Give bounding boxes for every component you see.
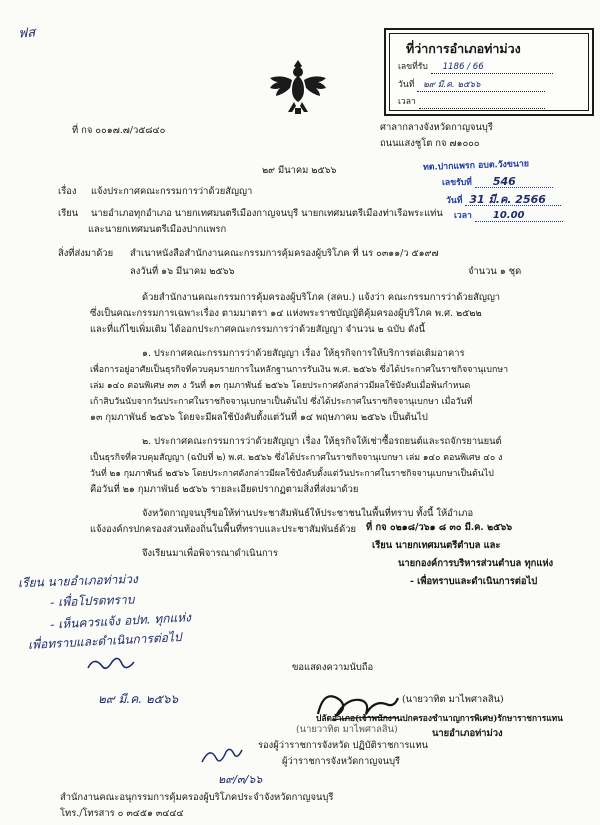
body-line: เพื่อการอยู่อาศัยเป็นธุรกิจที่ควบคุมรายการในหลักฐานการรับเงิน พ.ศ. ๒๕๖๖ ซึ่งได้ประกาศในราชกิจจานุเบกษา [90, 365, 509, 375]
tambon-stamp-date: 31 มี.ค. 2566 [465, 194, 561, 206]
footer-office: สำนักงานคณะอนุกรรมการคุ้มครองผู้บริโภคประจำจังหวัดกาญจนบุรี [60, 792, 334, 803]
signer-title2: ผู้ว่าราชการจังหวัดกาญจนบุรี [282, 756, 401, 767]
receive-stamp-date-label: วันที่ [398, 80, 415, 90]
body-line: ๑๓ กุมภาพันธ์ ๒๕๖๖ โดยจะมีผลใช้บังคับตั้งแต่วันที่ ๑๔ พฤษภาคม ๒๕๖๖ เป็นต้นไป [90, 412, 428, 423]
body-line: เป็นธุรกิจที่ควบคุมสัญญา (ฉบับที่ ๒) พ.ศ. ๒๕๖๖ ซึ่งได้ประกาศในราชกิจจานุเบกษา เล่ม ๑๔๐ ตอนพิเศษ ๔๐ ง [90, 453, 503, 463]
body-line: และที่แก้ไขเพิ่มเติม ได้ออกประกาศคณะกรรมการว่าด้วยสัญญา จำนวน ๒ ฉบับ ดังนี้ [90, 324, 426, 335]
handwritten-initials-icon [84, 654, 144, 678]
corner-note: ฟส [17, 25, 36, 42]
forward-to-line1: เรียน นายกเทศมนตรีตำบล และ [372, 540, 501, 551]
receive-stamp-office: ที่ว่าการอำเภอท่าม่วง [406, 41, 521, 56]
to-line2: และนายกเทศมนตรีเมืองปากแพรก [88, 224, 227, 235]
body-line: คือวันที่ ๒๑ กุมภาพันธ์ ๒๕๖๖ รายละเอียดปรากฏตามสิ่งที่ส่งมาด้วย [90, 484, 359, 495]
forward-signer: (นายวาทิต มาไพศาลสิน) [402, 694, 504, 705]
enclosure-line1: สำเนาหนังสือสำนักงานคณะกรรมการคุ้มครองผู้บริโภค ที่ นร ๐๓๑๑/ว ๕๑๙๗ [130, 248, 439, 259]
body-line: ด้วยสำนักงานคณะกรรมการคุ้มครองผู้บริโภค (สคบ.) แจ้งว่า คณะกรรมการว่าด้วยสัญญา [142, 292, 501, 303]
receive-stamp [384, 28, 594, 116]
body-line: เก้าสิบวันนับจากวันประกาศในราชกิจจานุเบกษาเป็นต้นไป ซึ่งได้ประกาศในราชกิจจานุเบกษา เมื่อวันที่ [90, 397, 473, 407]
garuda-emblem-icon [268, 56, 328, 118]
signer-title1: รองผู้ว่าราชการจังหวัด ปฏิบัติราชการแทน [258, 740, 429, 751]
body-line: วันที่ ๒๑ กุมภาพันธ์ ๒๕๖๖ โดยประกาศดังกล่าวมีผลใช้บังคับตั้งแต่วันประกาศในราชกิจจานุเบกษาเป็นต้นไป [90, 469, 494, 479]
forward-title1: ปลัดอำเภอ(เจ้าพนักงานปกครองชำนาญการพิเศษ)รักษาราชการแทน [316, 713, 563, 723]
enclosure-line2: ลงวันที่ ๑๖ มีนาคม ๒๕๖๖ [130, 266, 235, 277]
handwritten-mark-icon [198, 742, 246, 772]
sender-address-line2: ถนนแสงชูโต กจ ๗๑๐๐๐ [380, 138, 480, 149]
body-line: จังหวัดกาญจนบุรีขอให้ท่านประชาสัมพันธ์ให้ประชาชนในพื้นที่ทราบ ทั้งนี้ ให้อำเภอ [142, 508, 474, 519]
tambon-stamp-date-label: วันที่ [446, 196, 463, 206]
tambon-stamp-office: ทต.ปากแพรก อบต.วังขนาย [422, 159, 530, 173]
to-label: เรียน [58, 208, 79, 219]
subject-text: แจ้งประกาศคณะกรรมการว่าด้วยสัญญา [90, 186, 253, 197]
body-line: แจ้งองค์กรปกครองส่วนท้องถิ่นในพื้นที่ทราบและประชาสัมพันธ์ด้วย [90, 524, 357, 535]
receive-stamp-date: ๒๙ มี.ค. ๒๕๖๖ [417, 80, 545, 92]
document-number: ที่ กจ ๐๐๑๗.๗/ว๕๘๔๐ [72, 125, 166, 136]
body-line: ซึ่งเป็นคณะกรรมการเฉพาะเรื่อง ตามมาตรา ๑๔ แห่งพระราชบัญญัติคุ้มครองผู้บริโภค พ.ศ. ๒๕๒๒ [90, 308, 482, 319]
forward-to-line3: - เพื่อทราบและดำเนินการต่อไป [410, 576, 538, 587]
body-line: ๒. ประกาศคณะกรรมการว่าด้วยสัญญา เรื่อง ให้ธุรกิจให้เช่าซื้อรถยนต์และรถจักรยานยนต์ [142, 436, 502, 447]
forward-to-line2: นายกองค์การบริหารส่วนตำบล ทุกแห่ง [398, 558, 554, 569]
tambon-stamp-number: 546 [475, 176, 553, 188]
tambon-stamp-time: 10.00 [475, 210, 563, 222]
to-line1: นายอำเภอทุกอำเภอ นายกเทศมนตรีเมืองกาญจนบุรี นายกเทศมนตรีเมืองท่าเรือพระแท่น [90, 208, 443, 219]
handwritten-note-line: เพื่อทราบและดำเนินการต่อไป [27, 629, 182, 653]
tambon-stamp-number-label: เลขรับที่ [442, 178, 472, 188]
receive-stamp-number-label: เลขที่รับ [398, 62, 428, 72]
enclosure-label: สิ่งที่ส่งมาด้วย [58, 248, 114, 259]
receive-stamp-time-label: เวลา [398, 97, 416, 107]
footer-phone: โทร./โทรสาร ๐ ๓๔๕๑ ๓๔๔๔ [60, 808, 184, 819]
receive-stamp-number: 1186 / 66 [431, 62, 553, 74]
handwritten-note-line: เรียน นายอำเภอท่าม่วง [17, 571, 139, 591]
handwritten-note-line: - เพื่อโปรดทราบ [49, 592, 135, 610]
closing-line: จึงเรียนมาเพื่อพิจารณาดำเนินการ [142, 548, 278, 559]
enclosure-count: จำนวน ๑ ชุด [468, 266, 522, 277]
subject-label: เรื่อง [58, 186, 77, 197]
body-line: เล่ม ๑๔๐ ตอนพิเศษ ๓๓ ง วันที่ ๑๓ กุมภาพันธ์ ๒๕๖๖ โดยประกาศดังกล่าวมีผลใช้บังคับเมื่อพ้นกำหนด [90, 381, 471, 391]
handwritten-note-line: - เห็นควรแจ้ง อปท. ทุกแห่ง [49, 610, 192, 632]
handwritten-date: ๒๙ มี.ค. ๒๕๖๖ [98, 692, 179, 706]
forward-number: ที่ กจ ๐๒๑๘/ว๖๑ ๘ ๓๐ มี.ค. ๒๕๖๖ [366, 522, 513, 533]
tambon-stamp-time-label: เวลา [454, 211, 472, 221]
handwritten-date-2: ๒๙/๓/๖๖ [218, 773, 263, 786]
sender-address-line1: ศาลากลางจังหวัดกาญจนบุรี [380, 122, 493, 133]
respect-closing: ขอแสดงความนับถือ [292, 662, 374, 673]
forward-title2: นายอำเภอท่าม่วง [432, 728, 503, 739]
body-line: ๑. ประกาศคณะกรรมการว่าด้วยสัญญา เรื่อง ให้ธุรกิจการให้บริการต่อเติมอาคาร [142, 348, 465, 359]
signer-name: (นายวาทิต มาไพศาลสิน) [296, 724, 398, 735]
document-date: ๒๙ มีนาคม ๒๕๖๖ [262, 165, 337, 176]
